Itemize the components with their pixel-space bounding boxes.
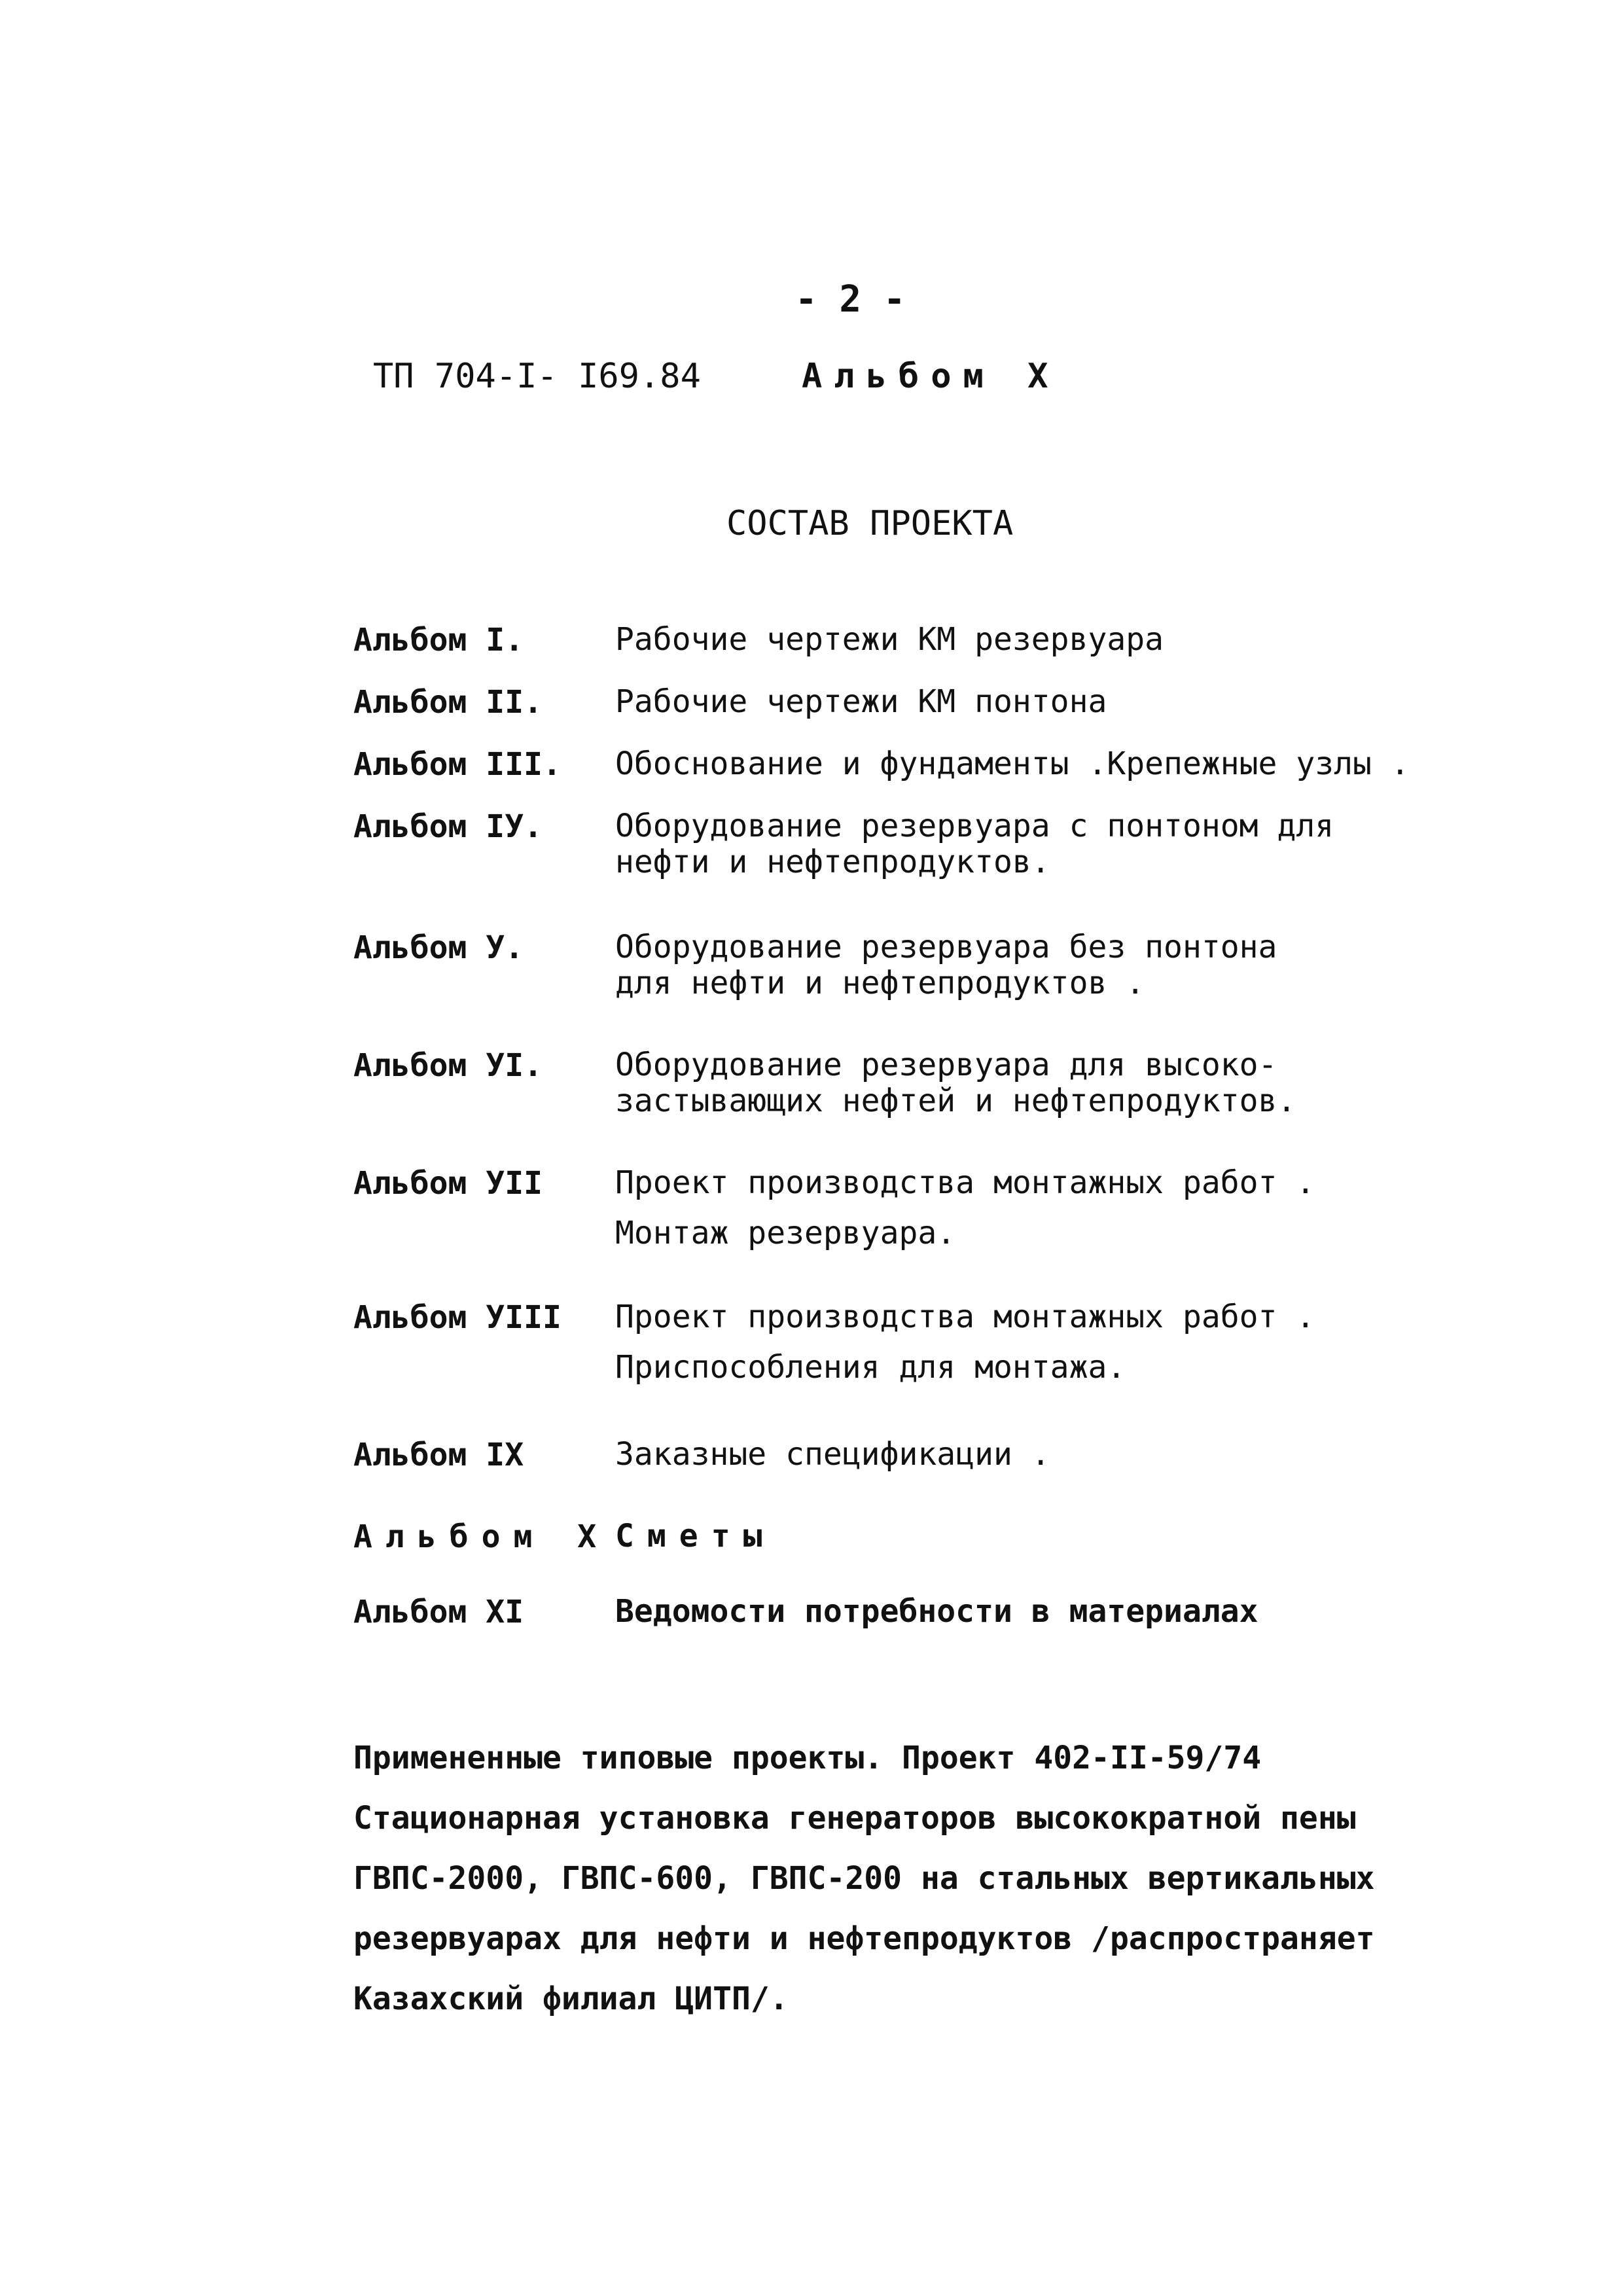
- album-header: Альбом Х: [802, 357, 1060, 396]
- album-description: Ведомости потребности в материалах: [615, 1593, 1258, 1630]
- page-number: - 2 -: [795, 278, 906, 321]
- paragraph-line: ГВПС-2000, ГВПС-600, ГВПС-200 на стальных вертикальных: [353, 1860, 1375, 1897]
- paragraph-line: Казахский филиал ЦИТП/.: [353, 1981, 789, 2017]
- album-description: Обоснование и фундаменты .Крепежные узлы .: [615, 745, 1410, 782]
- album-description: Оборудование резервуара для высоко- застывающих нефтей и нефтепродуктов.: [615, 1047, 1296, 1120]
- applied-projects-paragraph: [353, 1728, 1375, 2029]
- album-label: Альбом I.: [353, 622, 524, 658]
- album-label: Альбом Х: [353, 1518, 610, 1555]
- album-label: Альбом ХI: [353, 1594, 524, 1630]
- album-label: Альбом УII: [353, 1165, 543, 1202]
- album-label: Альбом У.: [353, 929, 524, 966]
- album-description: Рабочие чертежи КМ резервуара: [615, 621, 1164, 658]
- album-label: Альбом II.: [353, 684, 543, 721]
- paragraph-line: резервуарах для нефти и нефтепродуктов /распространяет: [353, 1920, 1375, 1957]
- album-description: Оборудование резервуара без понтона для нефти и нефтепродуктов .: [615, 929, 1277, 1002]
- paragraph-line: Примененные типовые проекты. Проект 402-II-59/74: [353, 1740, 1262, 1776]
- album-label: Альбом УIII: [353, 1299, 562, 1336]
- album-label: Альбом IX: [353, 1437, 524, 1473]
- album-description: Рабочие чертежи КМ понтона: [615, 683, 1107, 720]
- album-label: Альбом УI.: [353, 1047, 543, 1084]
- album-description: Проект производства монтажных работ . Монтаж резервуара.: [615, 1164, 1315, 1252]
- paragraph-line: Стационарная установка генераторов высокократной пены: [353, 1800, 1356, 1837]
- album-description: Проект производства монтажных работ . Приспособления для монтажа.: [615, 1299, 1315, 1386]
- album-description: Заказные спецификации .: [615, 1436, 1050, 1473]
- album-description: Сметы: [615, 1518, 776, 1554]
- album-label: Альбом III.: [353, 746, 562, 783]
- document-code: ТП 704-I- I69.84: [373, 357, 701, 396]
- album-label: Альбом IУ.: [353, 808, 543, 845]
- album-description: Оборудование резервуара с понтоном для нефти и нефтепродуктов.: [615, 808, 1334, 881]
- page-title: СОСТАВ ПРОЕКТА: [726, 504, 1014, 543]
